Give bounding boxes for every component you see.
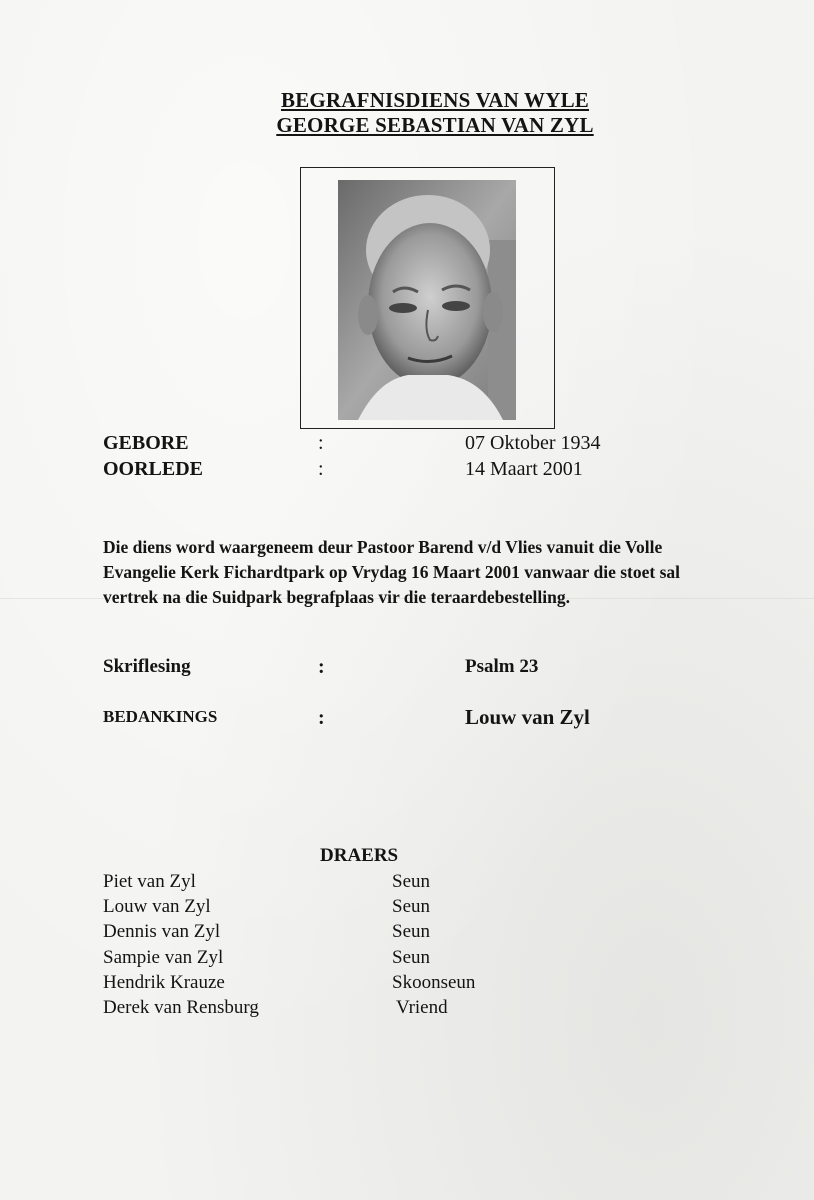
thanks-label: BEDANKINGS: [103, 707, 218, 726]
service-paragraph-line: Die diens word waargeneem deur Pastoor Barend v/d Vlies vanuit die Volle: [103, 537, 663, 557]
bearer-name: Piet van Zyl: [103, 871, 196, 892]
portrait-frame: [300, 167, 555, 429]
scripture-separator: :: [318, 656, 325, 678]
bearer-relation: Vriend: [396, 997, 448, 1018]
service-paragraph: [103, 535, 793, 610]
born-date: 07 Oktober 1934: [465, 432, 601, 454]
scripture-value: Psalm 23: [465, 656, 539, 677]
thanks-value: Louw van Zyl: [465, 705, 590, 729]
born-label: GEBORE: [103, 432, 189, 454]
died-separator: :: [318, 458, 324, 480]
born-separator: :: [318, 432, 324, 454]
died-date: 14 Maart 2001: [465, 458, 583, 480]
bearer-name: Hendrik Krauze: [103, 972, 225, 993]
bearers-heading: DRAERS: [320, 845, 399, 866]
service-paragraph-line: vertrek na die Suidpark begrafplaas vir die teraardebestelling.: [103, 587, 570, 607]
service-paragraph-line: Evangelie Kerk Fichardtpark op Vrydag 16 Maart 2001 vanwaar die stoet sal: [103, 562, 680, 582]
bearer-relation: Seun: [392, 871, 430, 892]
title-line-2: GEORGE SEBASTIAN VAN ZYL: [276, 113, 594, 137]
title-line-1: BEGRAFNISDIENS VAN WYLE: [280, 88, 590, 112]
scripture-label: Skriflesing: [103, 656, 191, 677]
died-label: OORLEDE: [103, 458, 204, 480]
bearer-relation: Seun: [392, 921, 430, 942]
bearer-name: Louw van Zyl: [103, 896, 211, 917]
thanks-separator: :: [318, 707, 325, 729]
bearer-relation: Seun: [392, 896, 430, 917]
bearer-relation: Skoonseun: [392, 972, 476, 993]
bearer-name: Dennis van Zyl: [103, 921, 221, 942]
bearer-name: Sampie van Zyl: [103, 947, 224, 968]
portrait-photo: [338, 180, 516, 420]
bearer-name: Derek van Rensburg: [103, 997, 259, 1018]
bearer-relation: Seun: [392, 947, 430, 968]
